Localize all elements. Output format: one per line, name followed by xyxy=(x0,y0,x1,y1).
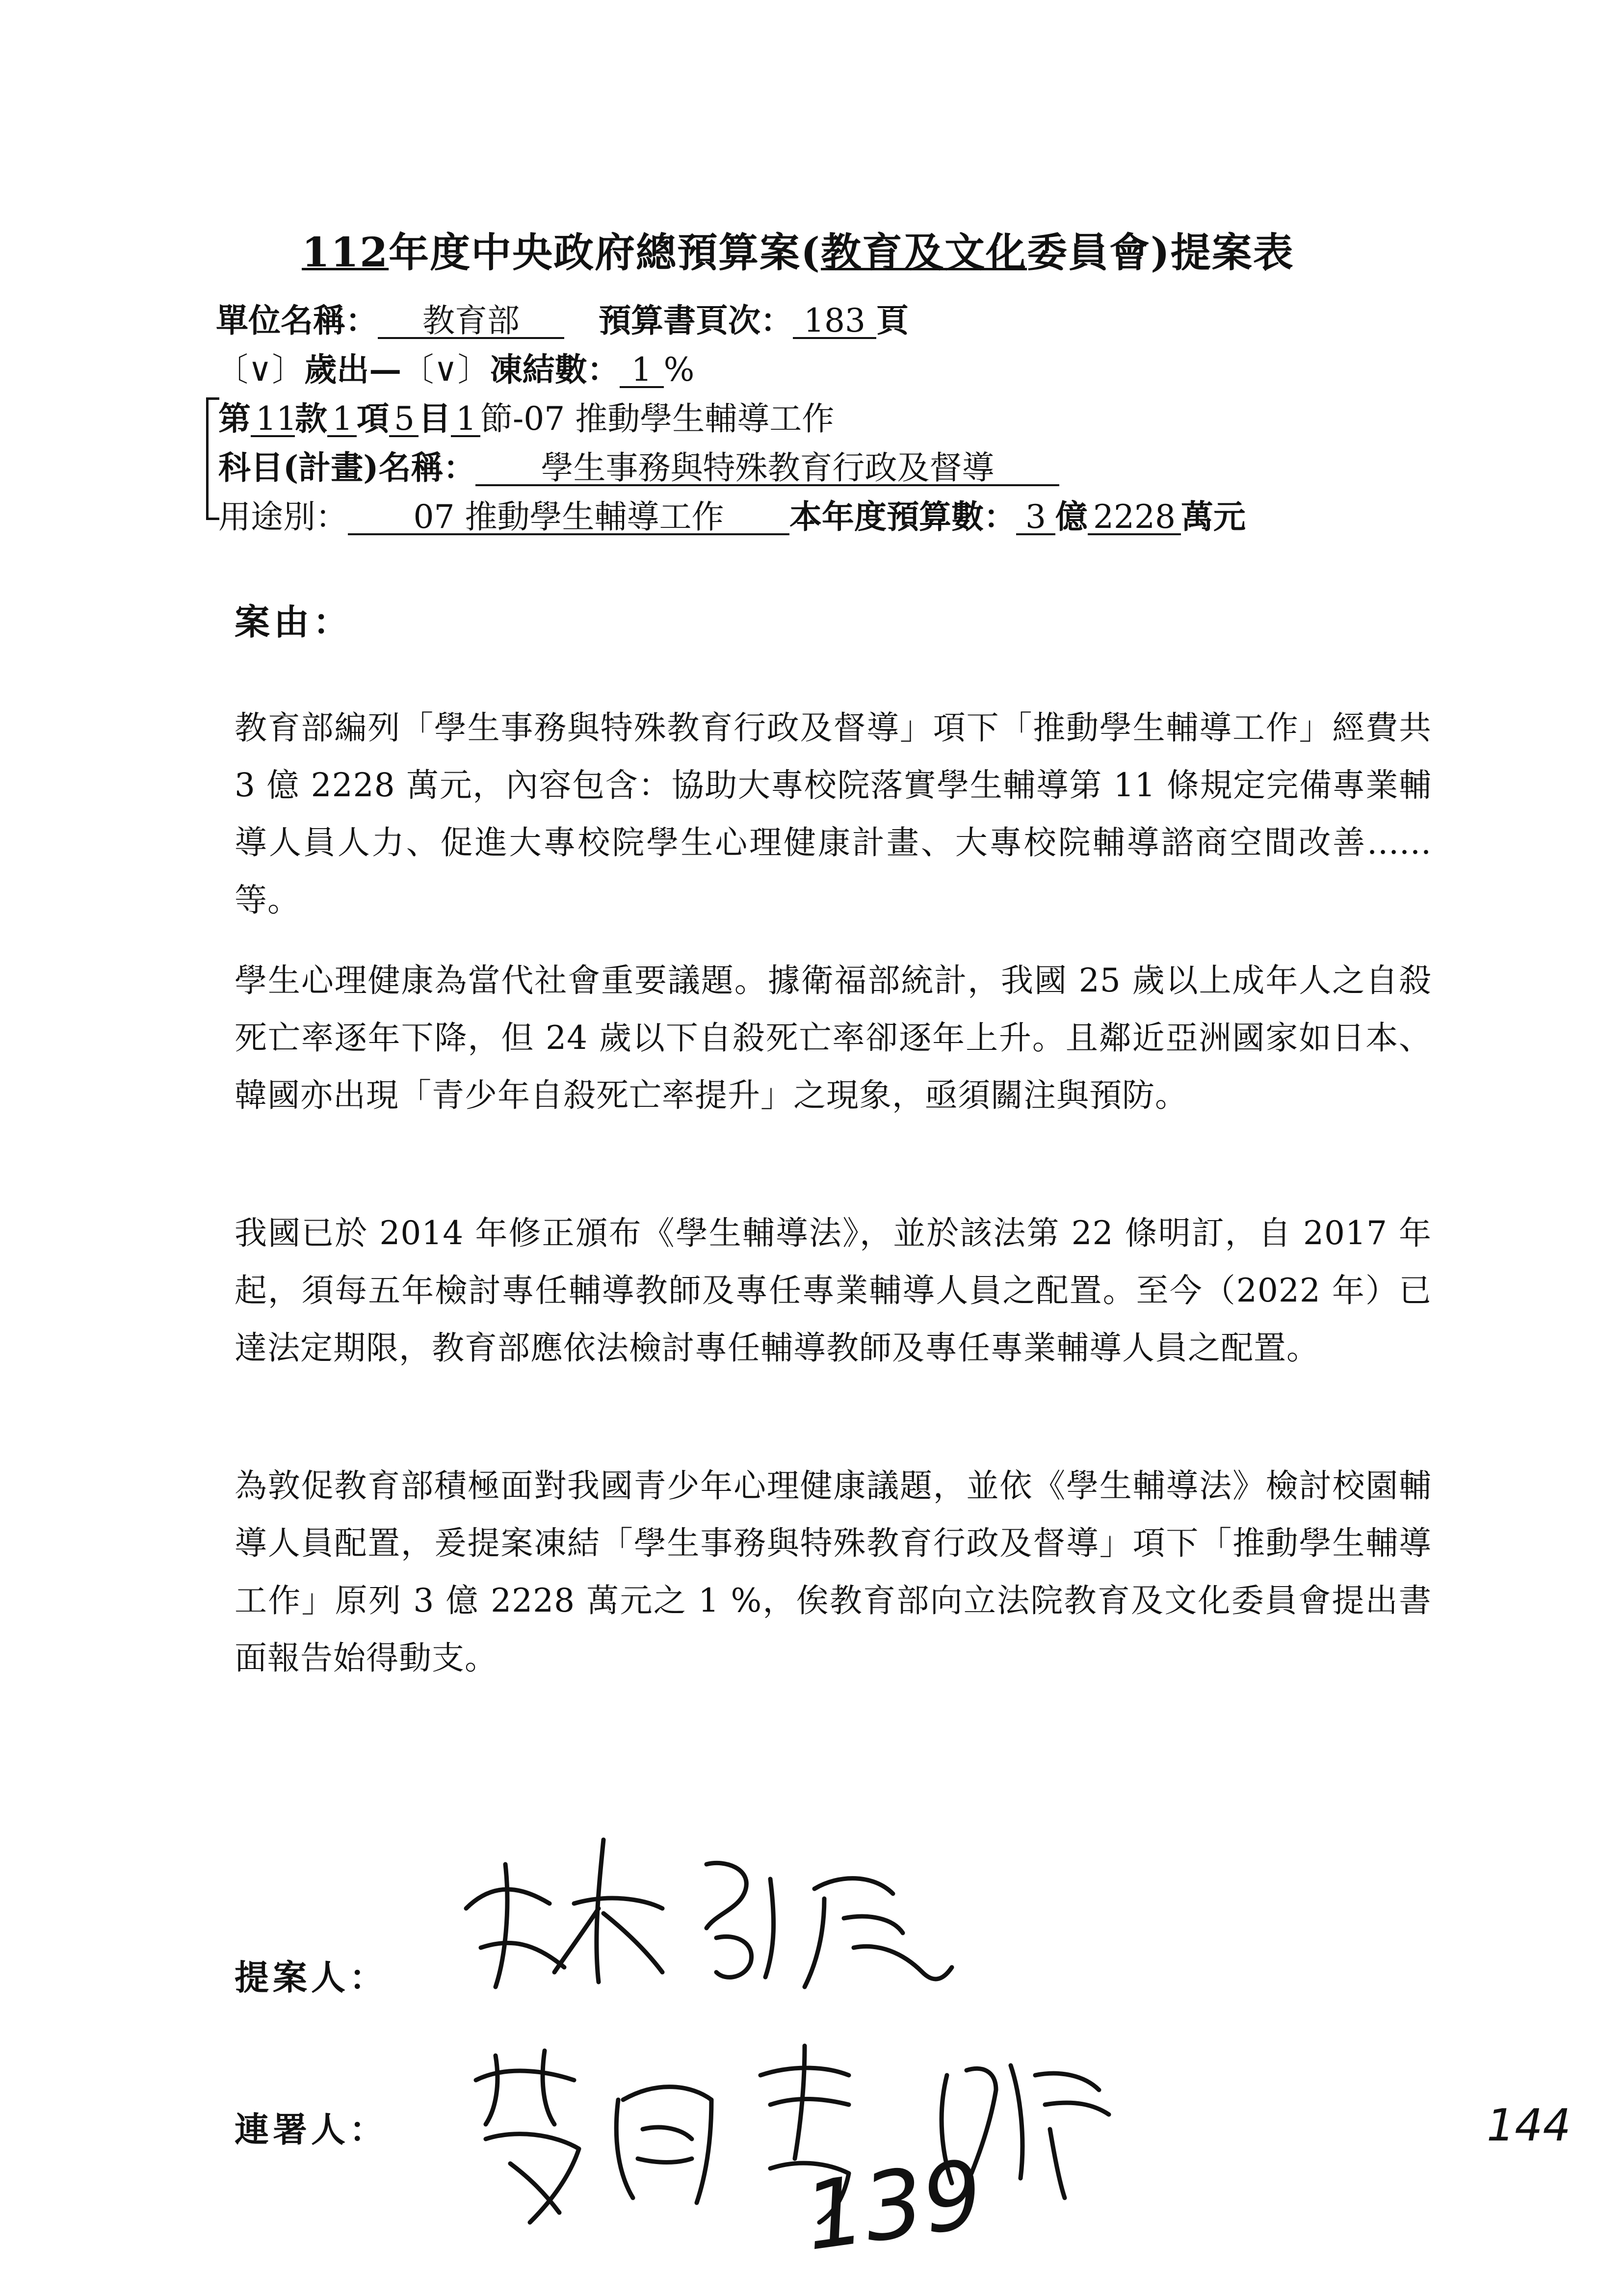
usage-row xyxy=(218,491,1246,537)
budget-label: 本年度預算數： xyxy=(789,497,1016,536)
freeze-suffix: % xyxy=(663,351,695,389)
subject-label: 科目(計畫)名稱： xyxy=(218,448,476,487)
handwritten-number: 139 xyxy=(798,2139,990,2272)
item-text: 目 xyxy=(419,399,451,438)
page-number: 144 xyxy=(1487,2100,1571,2151)
title-committee: 教育及文化 xyxy=(820,229,1027,276)
item-text: 款 xyxy=(295,399,327,438)
page-ref-value: 183 xyxy=(793,305,876,339)
expenditure-check: 〔∨〕 xyxy=(216,351,305,389)
freeze-check: 〔∨〕 xyxy=(401,351,490,389)
item-mu: 5 xyxy=(389,403,419,437)
freeze-value: 1 xyxy=(620,354,664,388)
proposer-signature xyxy=(451,1820,991,2007)
item-row xyxy=(218,392,834,439)
item-jie: 1 xyxy=(451,403,480,437)
item-kuan: 11 xyxy=(251,403,295,437)
title-part1: 年度中央政府總預算案( xyxy=(389,229,821,276)
budget-wan-value: 2228 xyxy=(1088,501,1181,535)
paragraph-1: 教育部編列「學生事務與特殊教育行政及督導」項下「推動學生輔導工作」經費共 3 億 2228 萬元，內容包含：協助大專校院落實學生輔導第 11 條規定完備專業輔導人員人力、促進大專校院學生心理健康計畫、大專校院輔導諮商空間改善......等。 xyxy=(235,709,1432,919)
unit-value: 教育部 xyxy=(378,305,564,339)
title-year: 112 xyxy=(302,229,389,276)
item-xiang: 1 xyxy=(327,403,357,437)
usage-value: 07 推動學生輔導工作 xyxy=(348,501,789,535)
paragraph-3: 我國已於 2014 年修正頒布《學生輔導法》，並於該法第 22 條明訂，自 2017 年起，須每五年檢討專任輔導教師及專任專業輔導人員之配置。至今（2022 年）已達法定期限，教育部應依法檢討專任輔導教師及專任專業輔導人員之配置。 xyxy=(235,1214,1432,1367)
item-name: 節-07 推動學生輔導工作 xyxy=(480,400,835,438)
budget-wan-unit: 萬元 xyxy=(1181,497,1246,536)
page-ref-label: 預算書頁次： xyxy=(599,301,793,339)
subject-value: 學生事務與特殊教育行政及督導 xyxy=(475,452,1059,486)
item-text: 第 xyxy=(218,399,251,438)
paragraph-2: 學生心理健康為當代社會重要議題。據衛福部統計，我國 25 歲以上成年人之自殺死亡率逐年下降，但 24 歲以下自殺死亡率卻逐年上升。且鄰近亞洲國家如日本、韓國亦出現「青少年自殺死亡率提升」之現象，亟須關注與預防。 xyxy=(235,962,1432,1114)
budget-yi-unit: 億 xyxy=(1055,497,1088,536)
proposer-label: 提案人： xyxy=(235,1957,388,1998)
subject-row xyxy=(218,442,1059,488)
usage-label: 用途別： xyxy=(218,498,348,536)
form-title xyxy=(302,221,1294,278)
reason-heading: 案由： xyxy=(235,601,353,643)
item-bracket xyxy=(206,397,219,520)
page-ref-suffix: 頁 xyxy=(876,301,909,339)
title-part2: 委員會)提案表 xyxy=(1027,229,1294,276)
budget-yi-value: 3 xyxy=(1016,501,1055,535)
freeze-row xyxy=(216,343,694,390)
cosigner-label: 連署人： xyxy=(235,2109,388,2150)
unit-label: 單位名稱： xyxy=(216,301,378,339)
expenditure-label: 歲出— xyxy=(304,350,402,389)
unit-row xyxy=(216,294,909,341)
freeze-label: 凍結數： xyxy=(490,350,620,389)
paragraph-4: 為敦促教育部積極面對我國青少年心理健康議題，並依《學生輔導法》檢討校園輔導人員配置，爰提案凍結「學生事務與特殊教育行政及督導」項下「推動學生輔導工作」原列 3 億 2228 萬元之 1 %，俟教育部向立法院教育及文化委員會提出書面報告始得動支。 xyxy=(235,1467,1432,1677)
item-text: 項 xyxy=(357,399,389,438)
